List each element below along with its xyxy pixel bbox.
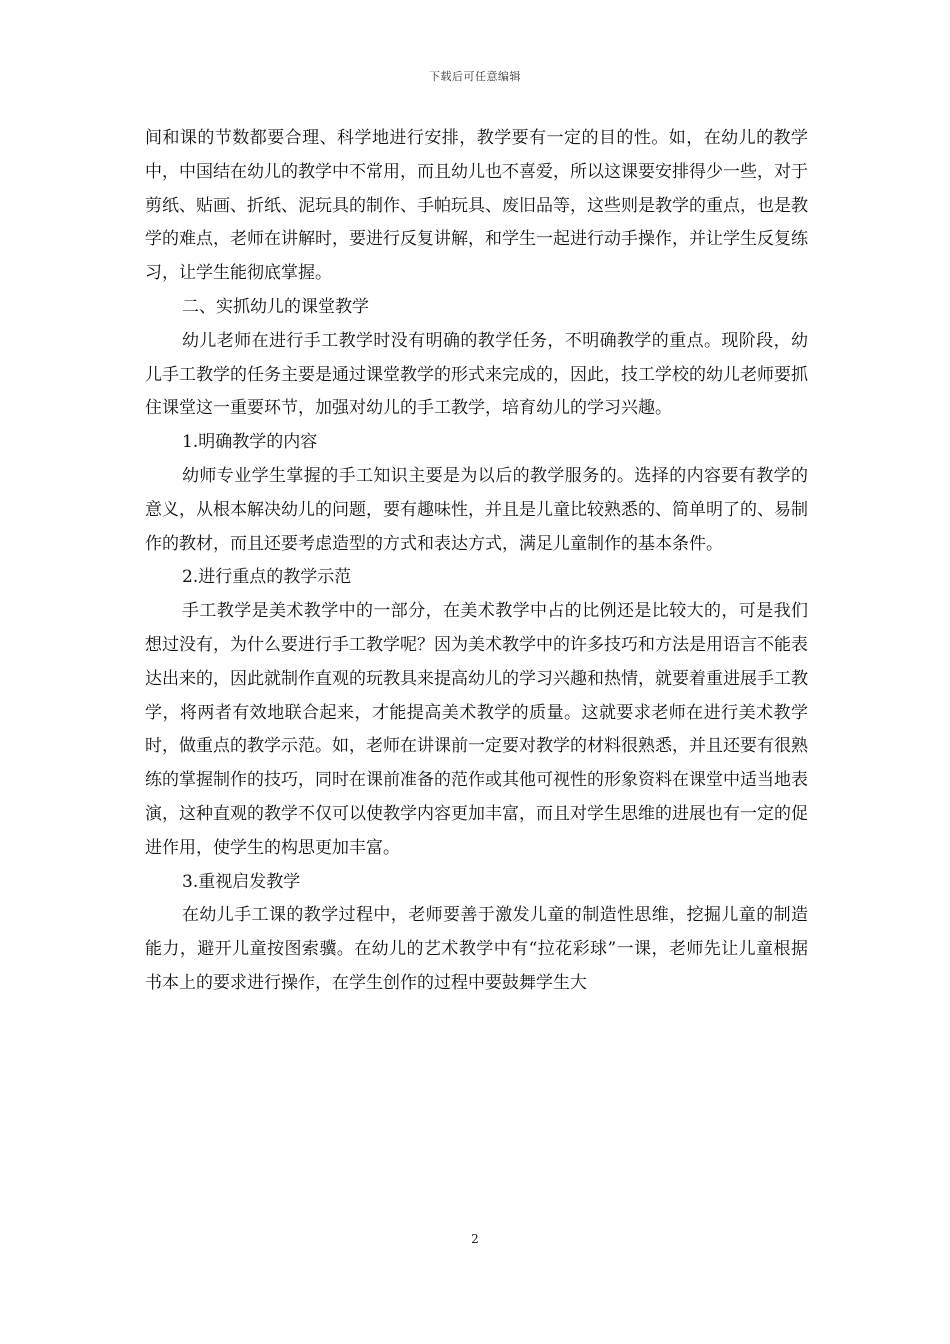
paragraph-demonstration: 手工教学是美术教学中的一部分，在美术教学中占的比例还是比较大的，可是我们想过没有，为什么要进行手工教学呢？因为美术教学中的许多技巧和方法是用语言不能表达出来的，因此就制作直观的玩教具来提高幼儿的学习兴趣和热情，就要着重进展手工教学，将两者有效地联合起来，才能提高美术教学的质量。这就要求老师在进行美术教学时，做重点的教学示范。如，老师在讲课前一定要对教学的材料很熟悉，并且还要有很熟练的掌握制作的技巧，同时在课前准备的范作或其他可视性的形象资料在课堂中适当地表演，这种直观的教学不仅可以使教学内容更加丰富，而且对学生思维的进展也有一定的促进作用，使学生的构思更加丰富。: [145, 601, 808, 858]
subheading-2: 2.进行重点的教学示范: [182, 567, 352, 588]
page-header: 下载后可任意编辑: [429, 70, 521, 83]
subheading-1: 1.明确教学的内容: [182, 432, 318, 453]
subheading-3: 3.重视启发教学: [182, 871, 301, 892]
paragraph-classroom-teaching: 幼儿老师在进行手工教学时没有明确的教学任务，不明确教学的重点。现阶段，幼儿手工教学的任务主要是通过课堂教学的形式来完成的，因此，技工学校的幼儿老师要抓住课堂这一重要环节，加强对幼儿的手工教学，培育幼儿的学习兴趣。: [145, 330, 808, 419]
page-number: 2: [471, 1232, 479, 1246]
body-text: [145, 122, 808, 1001]
section-heading-2: 二、实抓幼儿的课堂教学: [182, 296, 369, 317]
paragraph-continuation: 间和课的节数都要合理、科学地进行安排，教学要有一定的目的性。如，在幼儿的教学中，中国结在幼儿的教学中不常用，而且幼儿也不喜爱，所以这课要安排得少一些，对于剪纸、贴画、折纸、泥玩具的制作、手帕玩具、废旧品等，这些则是教学的重点，也是教学的难点，老师在讲解时，要进行反复讲解，和学生一起进行动手操作，并让学生反复练习，让学生能彻底掌握。: [145, 128, 808, 284]
paragraph-inspiration: 在幼儿手工课的教学过程中，老师要善于激发儿童的制造性思维，挖掘儿童的制造能力，避开儿童按图索骥。在幼儿的艺术教学中有“拉花彩球”一课，老师先让儿童根据书本上的要求进行操作，在学生创作的过程中要鼓舞学生大: [145, 905, 808, 993]
paragraph-content: 幼师专业学生掌握的手工知识主要是为以后的教学服务的。选择的内容要有教学的意义，从根本解决幼儿的问题，要有趣味性，并且是儿童比较熟悉的、简单明了的、易制作的教材，而且还要考虑造型的方式和表达方式，满足儿童制作的基本条件。: [145, 465, 808, 554]
